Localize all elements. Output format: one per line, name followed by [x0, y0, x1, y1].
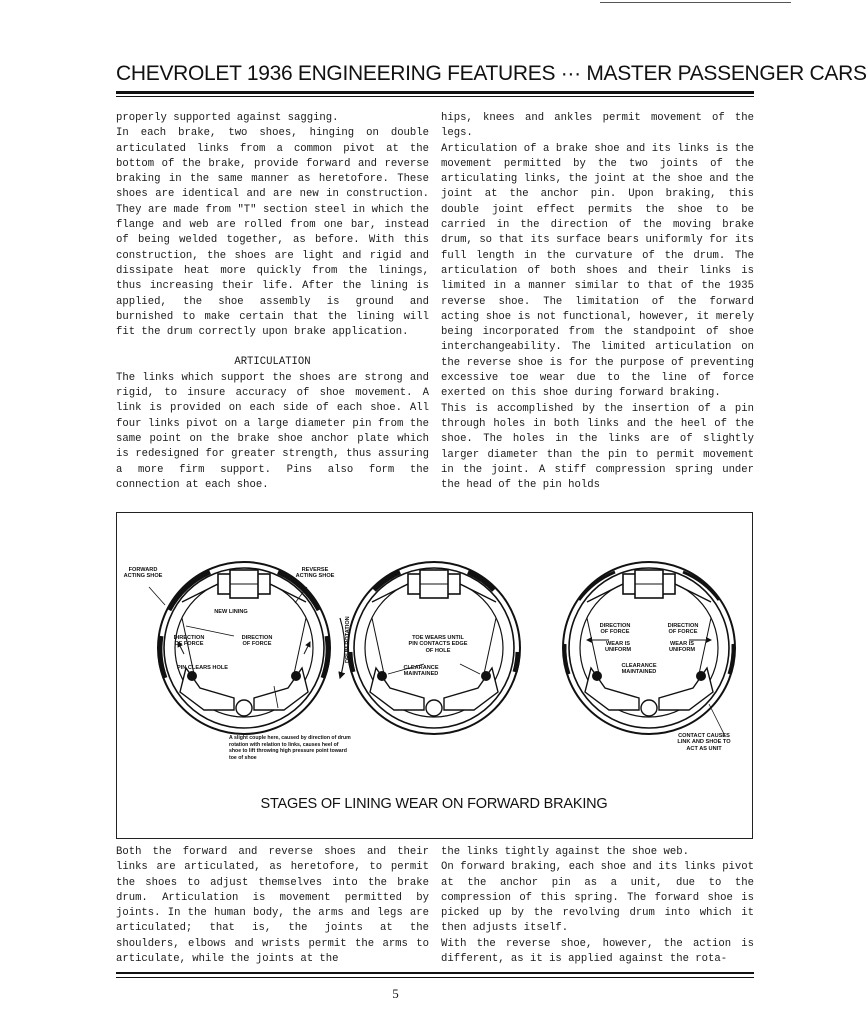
- diagram-uniform-wear: [563, 562, 735, 736]
- label-wear-is-uniform: WEAR IS UNIFORM: [668, 641, 696, 654]
- label-reverse-acting-shoe: REVERSE ACTING SHOE: [295, 567, 335, 580]
- label-new-lining: NEW LINING: [201, 609, 261, 615]
- paragraph: The links which support the shoes are strong and rigid, to insure accuracy of shoe movement. A link is provided on each side of each shoe. All four links pivot on a large diameter pin from the same point on the brake shoe anchor plate which is redesigned for greater strength, thus assuring a more firm support. Pins also form the connection at each shoe.: [116, 371, 429, 491]
- column-top-right: [441, 111, 754, 493]
- paragraph: With the reverse shoe, however, the action is different, as it is applied against the rota-: [441, 937, 754, 966]
- footer-rule: [116, 972, 754, 974]
- label-clearance-maintained: CLEARANCE MAINTAINED: [621, 663, 657, 676]
- diagram-new-lining: [158, 562, 345, 734]
- page-number: 5: [392, 986, 399, 1001]
- paragraph: This is accomplished by the insertion of a pin through holes in both links and the heel of the shoe. The holes in the links are of slightly larger diameter than the pin to permit movement in the joint. A stiff compression spring under the head of the pin holds: [441, 402, 754, 492]
- page-header-title: CHEVROLET 1936 ENGINEERING FEATURES ··· MASTER PASSENGER CARS: [116, 62, 867, 85]
- paragraph: Articulation of a brake shoe and its links is the movement permitted by the two joints of the articulating links, the joint at the shoe and the joint at the anchor pin. Upon braking, this double joint effect permits the shoe to be carried in the direction of the moving brake drum, so that its surface bears uniformly for its full length in the curvature of the drum. The articulation of both shoes and their links is limited in a manner similar to that of the 1935 reverse shoe. The limitation of the forward acting shoe is not functional, however, it merely being incorporated from the standpoint of shoe interchangeability. The limited articulation on the reverse shoe is for the purpose of preventing excessive toe wear due to the line of force exerted on this shoe during forward braking.: [441, 142, 754, 400]
- note-slight-couple: A slight couple here, caused by direction of drum rotation with relation to links, causes heel of shoe to lift throwing high pressure point toward toe of shoe: [229, 735, 351, 761]
- label-wear-is-uniform: WEAR IS UNIFORM: [604, 641, 632, 654]
- label-direction-of-force: DIRECTION OF FORCE: [241, 635, 273, 648]
- label-direction-of-force: DIRECTION OF FORCE: [667, 623, 699, 636]
- paragraph: properly supported against sagging.: [116, 112, 339, 124]
- header-rule-thin: [116, 96, 754, 97]
- column-top-left: [116, 111, 429, 493]
- paragraph: hips, knees and ankles permit movement of the legs.: [441, 112, 754, 140]
- label-toe-wears: TOE WEARS UNTIL PIN CONTACTS EDGE OF HOLE: [408, 635, 468, 654]
- column-bottom-right: [441, 845, 754, 967]
- figure-title: STAGES OF LINING WEAR ON FORWARD BRAKING: [260, 796, 608, 812]
- paragraph: In each brake, two shoes, hinging on double articulated links from a common pivot at the bottom of the brake, provide forward and reverse braking in the same manner as heretofore. These shoes are identical and are new in construction. They are made from "T" section steel in which the flange and web are rolled from one bar, instead of being welded together, as before. With this construction, the shoes are light and rigid and dissipate heat more quickly from the linings, thus increasing their life. After the lining is applied, the shoe assembly is ground and burnished to make certain that the lining will fit the drum correctly upon brake application.: [116, 127, 429, 339]
- paragraph: the links tightly against the shoe web.: [441, 846, 689, 858]
- paragraph: On forward braking, each shoe and its links pivot at the anchor pin as a unit, due to the compression of this spring. The forward shoe is picked up by the revolving drum into which it then adjusts itself.: [441, 861, 754, 935]
- section-heading: ARTICULATION: [234, 356, 311, 369]
- header-rule: [116, 91, 754, 94]
- label-direction-of-force: DIRECTION OF FORCE: [599, 623, 631, 636]
- label-forward-acting-shoe: FORWARD ACTING SHOE: [123, 567, 163, 580]
- label-pin-clears-hole: PIN CLEARS HOLE: [177, 665, 228, 671]
- label-direction-of-force: DIRECTION OF FORCE: [173, 635, 205, 648]
- brake-diagram-figure: [116, 512, 753, 839]
- footer-rule-thin: [116, 977, 754, 978]
- header-top-line: [600, 2, 791, 3]
- label-contact-causes: CONTACT CAUSES LINK AND SHOE TO ACT AS UNIT: [677, 733, 731, 752]
- label-drum-rotation: DRUM ROTATION: [345, 616, 351, 663]
- column-bottom-left: [116, 845, 429, 967]
- label-clearance-maintained: CLEARANCE MAINTAINED: [403, 665, 439, 678]
- paragraph: Both the forward and reverse shoes and their links are articulated, as heretofore, to permit the shoes to adjust themselves into the brake drum. Articulation is movement permitted by joints. In the human body, the arms and legs are articulated; that is, the joints at the shoulders, elbows and wrists permit the arms to articulate, while the joints at the: [116, 846, 429, 966]
